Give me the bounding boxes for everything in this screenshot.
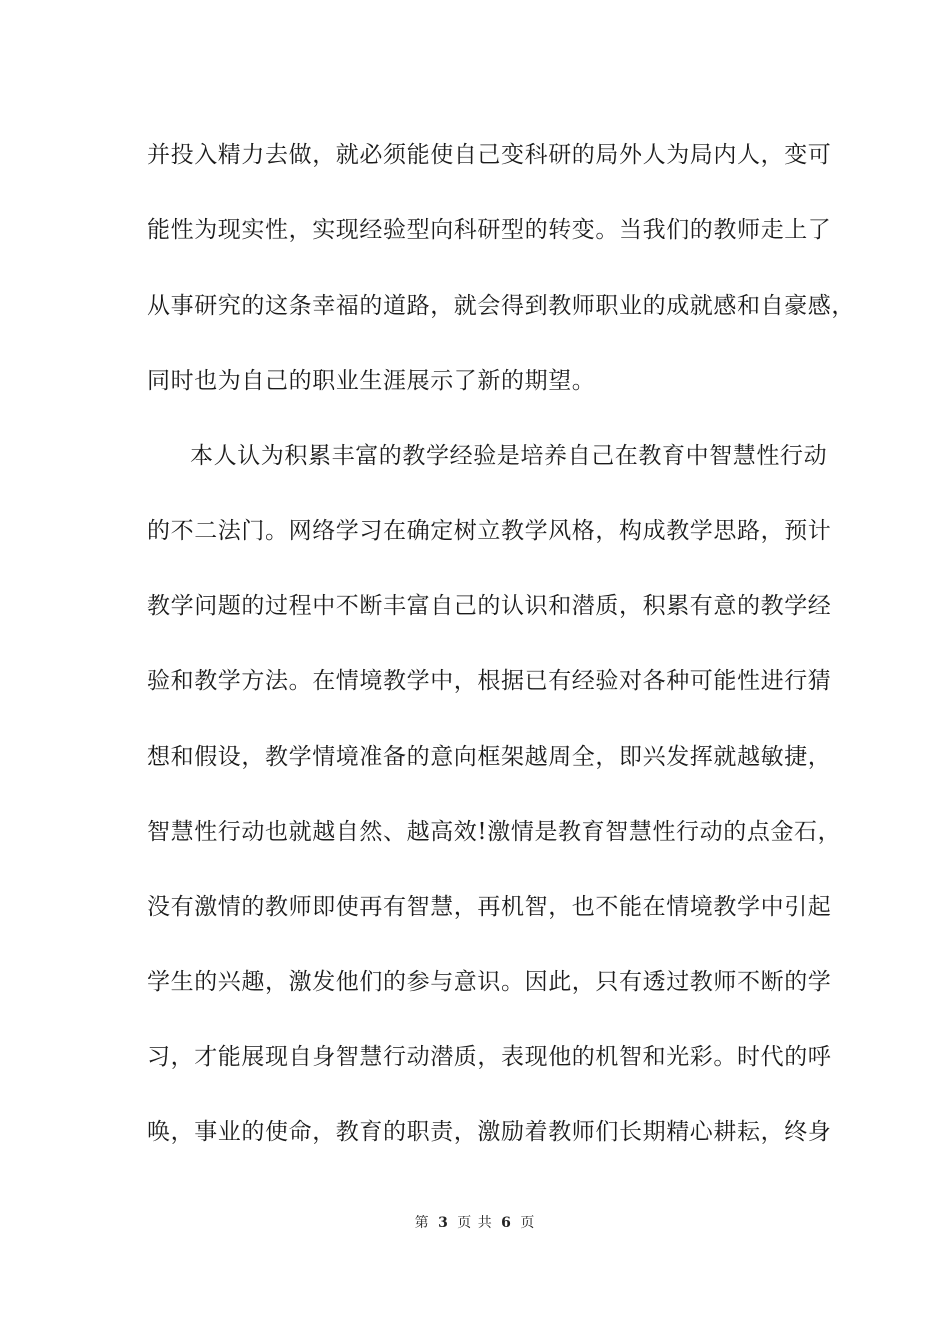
text-line: 想和假设，教学情境准备的意向框架越周全，即兴发挥就越敏捷， — [147, 744, 832, 770]
text-line: 同时也为自己的职业生涯展示了新的期望。 — [147, 368, 596, 394]
text-line: 并投入精力去做，就必须能使自己变科研的局外人为局内人，变可 — [147, 142, 832, 168]
text-line: 验和教学方法。在情境教学中，根据已有经验对各种可能性进行猜 — [147, 668, 832, 694]
text-line: 教学问题的过程中不断丰富自己的认识和潜质，积累有意的教学经 — [147, 593, 832, 619]
text-line: 从事研究的这条幸福的道路，就会得到教师职业的成就感和自豪感， — [147, 293, 855, 319]
footer-suffix: 页 — [520, 1215, 536, 1231]
footer-prefix: 第 — [414, 1215, 430, 1231]
text-line: 习，才能展现自身智慧行动潜质，表现他的机智和光彩。时代的呼 — [147, 1044, 832, 1070]
page-footer — [0, 1212, 950, 1232]
text-line: 能性为现实性，实现经验型向科研型的转变。当我们的教师走上了 — [147, 217, 832, 243]
text-line: 唤，事业的使命，教育的职责，激励着教师们长期精心耕耘，终身 — [147, 1119, 832, 1145]
text-line: 没有激情的教师即使再有智慧，再机智，也不能在情境教学中引起 — [147, 894, 832, 920]
current-page-number: 3 — [438, 1215, 449, 1231]
text-line: 学生的兴趣，激发他们的参与意识。因此，只有透过教师不断的学 — [147, 969, 832, 995]
paragraph-first-line: 本人认为积累丰富的教学经验是培养自己在教育中智慧性行动 — [190, 443, 828, 469]
total-page-number: 6 — [501, 1215, 512, 1231]
text-line: 的不二法门。网络学习在确定树立教学风格，构成教学思路，预计 — [147, 518, 832, 544]
text-line: 智慧性行动也就越自然、越高效!激情是教育智慧性行动的点金石， — [147, 819, 842, 845]
footer-middle: 页 共 — [457, 1215, 493, 1231]
